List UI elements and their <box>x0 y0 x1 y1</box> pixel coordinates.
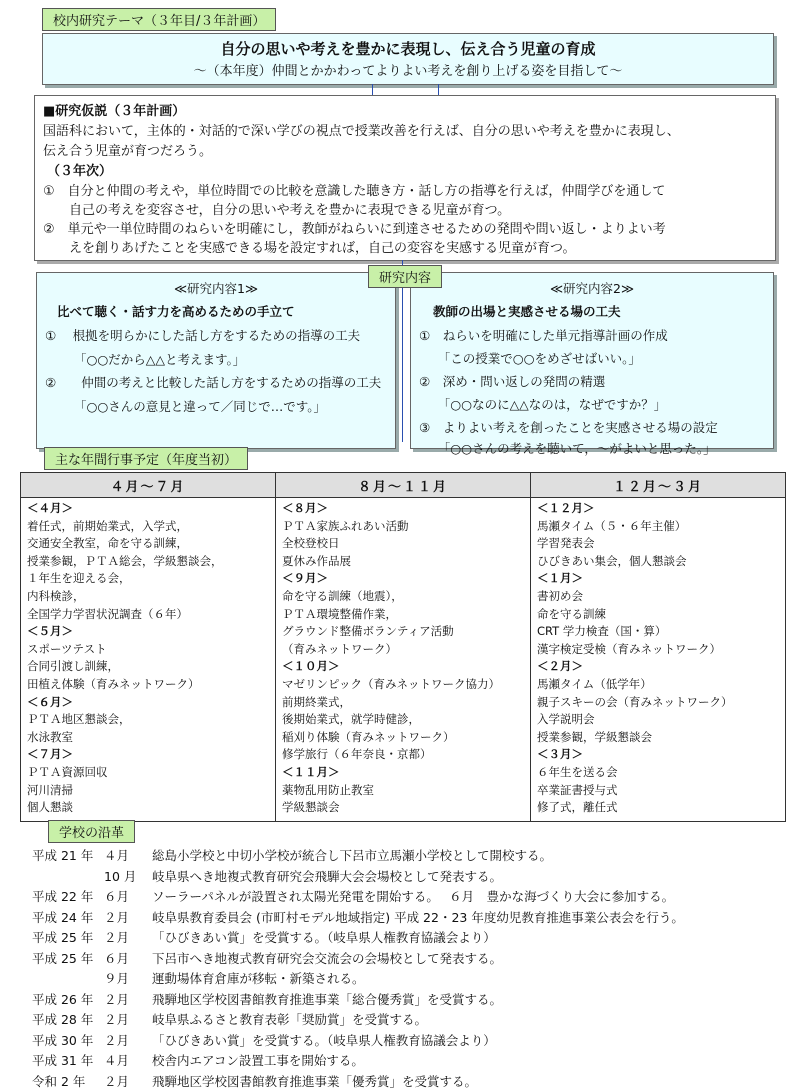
history-year: 平成 31 年 <box>32 1051 93 1069</box>
schedule-month-heading: ＜７月＞ <box>27 746 269 764</box>
history-event: 総島小学校と中切小学校が統合し下呂市立馬瀬小学校として開校する。 <box>152 846 552 864</box>
schedule-event: 授業参観，ＰＴＡ総会，学級懇談会， <box>27 553 269 571</box>
schedule-column-aug-nov <box>276 498 531 822</box>
history-event: 運動場体育倉庫が移転・新築される。 <box>152 969 365 987</box>
research-1-item: 「○○さんの意見と違って／同じで…です。」 <box>45 397 326 415</box>
schedule-event: 後期始業式，就学時健診， <box>282 711 524 729</box>
schedule-event: マゼリンピック（育みネットワーク協力） <box>282 676 524 694</box>
schedule-event: 入学説明会 <box>537 711 779 729</box>
research-2-item: ③ よりよい考えを創ったことを実感させる場の設定 <box>419 418 718 436</box>
history-row <box>32 969 792 990</box>
history-year: 平成 26 年 <box>32 990 93 1008</box>
history-event: 「ひびきあい賞」を受賞する。（岐阜県人権教育協議会より） <box>152 928 496 946</box>
schedule-month-heading: ＜６月＞ <box>27 694 269 712</box>
history-month: ９月 <box>104 969 129 987</box>
schedule-event: 着任式，前期始業式，入学式， <box>27 518 269 536</box>
history-row <box>32 1051 792 1072</box>
history-row <box>32 1010 792 1031</box>
history-month: ６月 <box>104 887 129 905</box>
history-event: 岐阜県教育委員会 (市町村モデル地域指定) 平成 22・23 年度幼児教育推進事業公表会を行う。 <box>152 908 684 926</box>
research-1-item: ① 根拠を明らかにした話し方をするための指導の工夫 <box>45 326 360 344</box>
schedule-month-heading: ＜５月＞ <box>27 623 269 641</box>
schedule-month-heading: ＜１０月＞ <box>282 658 524 676</box>
connector-line <box>372 84 373 95</box>
schedule-month-heading: ＜９月＞ <box>282 570 524 588</box>
history-year: 平成 22 年 <box>32 887 93 905</box>
history-row <box>32 949 792 970</box>
schedule-header: １２月～３月 <box>531 473 786 498</box>
history-tag: 学校の沿革 <box>48 820 135 843</box>
schedule-event: ＰＴＡ環境整備作業， <box>282 606 524 624</box>
schedule-column-dec-mar <box>531 498 786 822</box>
history-month: ２月 <box>104 1010 129 1028</box>
schedule-table <box>20 472 786 822</box>
history-month: ２月 <box>104 1072 129 1090</box>
history-month: ２月 <box>104 928 129 946</box>
schedule-event: １年生を迎える会， <box>27 570 269 588</box>
schedule-event: 書初め会 <box>537 588 779 606</box>
schedule-event: ＰＴＡ家族ふれあい活動 <box>282 518 524 536</box>
schedule-event: 河川清掃 <box>27 782 269 800</box>
schedule-month-heading: ＜２月＞ <box>537 658 779 676</box>
schedule-event: 稲刈り体験（育みネットワーク） <box>282 729 524 747</box>
history-row <box>32 846 792 867</box>
history-year: 平成 21 年 <box>32 846 93 864</box>
schedule-event: 馬瀬タイム（５・６年主催） <box>537 518 779 536</box>
research-2-title: ≪研究内容2≫ <box>411 279 773 297</box>
schedule-event: グラウンド整備ボランティア活動 <box>282 623 524 641</box>
schedule-event: スポーツテスト <box>27 641 269 659</box>
schedule-column-apr-jul <box>21 498 276 822</box>
schedule-header: ４月～７月 <box>21 473 276 498</box>
research-2-subtitle: 教師の出場と実感させる場の工夫 <box>433 302 621 320</box>
history-row <box>32 1072 792 1092</box>
schedule-event: 田植え体験（育みネットワーク） <box>27 676 269 694</box>
schedule-tag: 主な年間行事予定（年度当初） <box>44 447 248 470</box>
hypothesis-item: 自己の考えを変容させ，自分の思いや考えを豊かに表現できる児童が育つ。 <box>43 199 510 218</box>
history-year: 平成 25 年 <box>32 949 93 967</box>
schedule-event: 薬物乱用防止教室 <box>282 782 524 800</box>
schedule-event: CRT 学力検査（国・算） <box>537 623 779 641</box>
research-1-item: ② 仲間の考えと比較した話し方をするための指導の工夫 <box>45 373 381 391</box>
research-2-item: 「この授業で○○をめざせばいい。」 <box>419 349 641 367</box>
schedule-event: 修学旅行（６年奈良・京都） <box>282 746 524 764</box>
schedule-header: ８月～１１月 <box>276 473 531 498</box>
hypothesis-box <box>34 95 776 261</box>
schedule-event: 親子スキーの会（育みネットワーク） <box>537 694 779 712</box>
schedule-event: 夏休み作品展 <box>282 553 524 571</box>
research-content-1 <box>36 272 396 449</box>
history-year: 平成 24 年 <box>32 908 93 926</box>
research-2-item: ① ねらいを明確にした単元指導計画の作成 <box>419 326 668 344</box>
research-1-item: 「○○だから△△と考えます。」 <box>45 350 245 368</box>
schedule-event: 前期終業式， <box>282 694 524 712</box>
schedule-month-heading: ＜１１月＞ <box>282 764 524 782</box>
history-event: ソーラーパネルが設置され太陽光発電を開始する。 ６月 豊かな海づくり大会に参加する。 <box>152 887 674 905</box>
history-month: 10 月 <box>104 867 136 885</box>
schedule-event: 命を守る訓練（地震）， <box>282 588 524 606</box>
history-month: ４月 <box>104 846 129 864</box>
history-row <box>32 990 792 1011</box>
schedule-event: 学習発表会 <box>537 535 779 553</box>
hypothesis-item: えを創りあげたことを実感できる場を設定すれば，自己の変容を実感する児童が育つ。 <box>43 237 575 256</box>
schedule-event: 卒業証書授与式 <box>537 782 779 800</box>
history-year: 平成 28 年 <box>32 1010 93 1028</box>
schedule-event: 命を守る訓練 <box>537 606 779 624</box>
schedule-event: 学級懇談会 <box>282 799 524 817</box>
history-event: 飛騨地区学校図書館教育推進事業「優秀賞」を受賞する。 <box>152 1072 477 1090</box>
hypothesis-line: 伝え合う児童が育つだろう。 <box>43 140 212 159</box>
schedule-event: 漢字検定受検（育みネットワーク） <box>537 641 779 659</box>
history-month: ２月 <box>104 908 129 926</box>
theme-box <box>42 33 774 85</box>
theme-title: 自分の思いや考えを豊かに表現し、伝え合う児童の育成 <box>43 38 773 59</box>
history-row <box>32 908 792 929</box>
history-month: ４月 <box>104 1051 129 1069</box>
history-year: 平成 25 年 <box>32 928 93 946</box>
schedule-event: 内科検診， <box>27 588 269 606</box>
schedule-event: ＰＴＡ地区懇談会， <box>27 711 269 729</box>
schedule-event: 水泳教室 <box>27 729 269 747</box>
history-row <box>32 887 792 908</box>
research-2-item: 「○○さんの考えを聴いて，～がよいと思った。」 <box>419 439 716 457</box>
history-event: 岐阜県ふるさと教育表彰「奨励賞」を受賞する。 <box>152 1010 427 1028</box>
theme-subtitle: ～（本年度）仲間とかかわってよりよい考えを創り上げる姿を目指して～ <box>43 60 773 79</box>
schedule-month-heading: ＜１２月＞ <box>537 500 779 518</box>
schedule-event: 全校登校日 <box>282 535 524 553</box>
theme-tag: 校内研究テーマ（３年目/３年計画） <box>42 8 276 31</box>
schedule-event: 馬瀬タイム（低学年） <box>537 676 779 694</box>
history-row <box>32 1031 792 1052</box>
schedule-month-heading: ＜１月＞ <box>537 570 779 588</box>
hypothesis-item: ② 単元や一単位時間のねらいを明確にし，教師がねらいに到達させるための発問や問い返し・よりよい考 <box>43 218 666 237</box>
hypothesis-item: ① 自分と仲間の考えや，単位時間での比較を意識した聴き方・話し方の指導を行えば，仲間学びを通して <box>43 180 665 199</box>
connector-line <box>438 84 439 95</box>
research-1-title: ≪研究内容1≫ <box>37 279 395 297</box>
history-event: 岐阜県へき地複式教育研究会飛騨大会会場校として発表する。 <box>152 867 502 885</box>
history-year: 令和 2 年 <box>32 1072 85 1090</box>
schedule-event: 合同引渡し訓練， <box>27 658 269 676</box>
research-1-subtitle: 比べて聴く・話す力を高めるための手立て <box>57 302 295 320</box>
schedule-event: ６年生を送る会 <box>537 764 779 782</box>
history-row <box>32 928 792 949</box>
history-month: ２月 <box>104 990 129 1008</box>
schedule-event: 修了式，離任式 <box>537 799 779 817</box>
history-year: 平成 30 年 <box>32 1031 93 1049</box>
schedule-event: （育みネットワーク） <box>282 641 524 659</box>
history-event: 飛騨地区学校図書館教育推進事業「総合優秀賞」を受賞する。 <box>152 990 502 1008</box>
history-month: ２月 <box>104 1031 129 1049</box>
schedule-event: 個人懇談 <box>27 799 269 817</box>
research-2-item: 「○○なのに△△なのは，なぜですか？」 <box>419 395 666 413</box>
hypothesis-line: 国語科において，主体的・対話的で深い学びの視点で授業改善を行えば、自分の思いや考えを豊かに表現し、 <box>43 120 680 139</box>
hypothesis-heading: ■研究仮説（３年計画） <box>43 100 185 119</box>
schedule-event: 全国学力学習状況調査（６年） <box>27 606 269 624</box>
history-list <box>32 846 792 1092</box>
history-event: 「ひびきあい賞」を受賞する。（岐阜県人権教育協議会より） <box>152 1031 496 1049</box>
research-content-2 <box>410 272 774 449</box>
schedule-event: 授業参観，学級懇談会 <box>537 729 779 747</box>
history-row <box>32 867 792 888</box>
research-content-tag: 研究内容 <box>368 265 442 288</box>
history-month: ６月 <box>104 949 129 967</box>
year3-heading: （３年次） <box>47 160 112 179</box>
research-2-item: ② 深め・問い返しの発問の精選 <box>419 372 605 390</box>
schedule-month-heading: ＜８月＞ <box>282 500 524 518</box>
schedule-event: 交通安全教室，命を守る訓練， <box>27 535 269 553</box>
history-event: 校舎内エアコン設置工事を開始する。 <box>152 1051 364 1069</box>
schedule-event: ＰＴＡ資源回収 <box>27 764 269 782</box>
schedule-month-heading: ＜３月＞ <box>537 746 779 764</box>
schedule-event: ひびきあい集会，個人懇談会 <box>537 553 779 571</box>
history-event: 下呂市へき地複式教育研究会交流会の会場校として発表する。 <box>152 949 502 967</box>
schedule-month-heading: ＜４月＞ <box>27 500 269 518</box>
